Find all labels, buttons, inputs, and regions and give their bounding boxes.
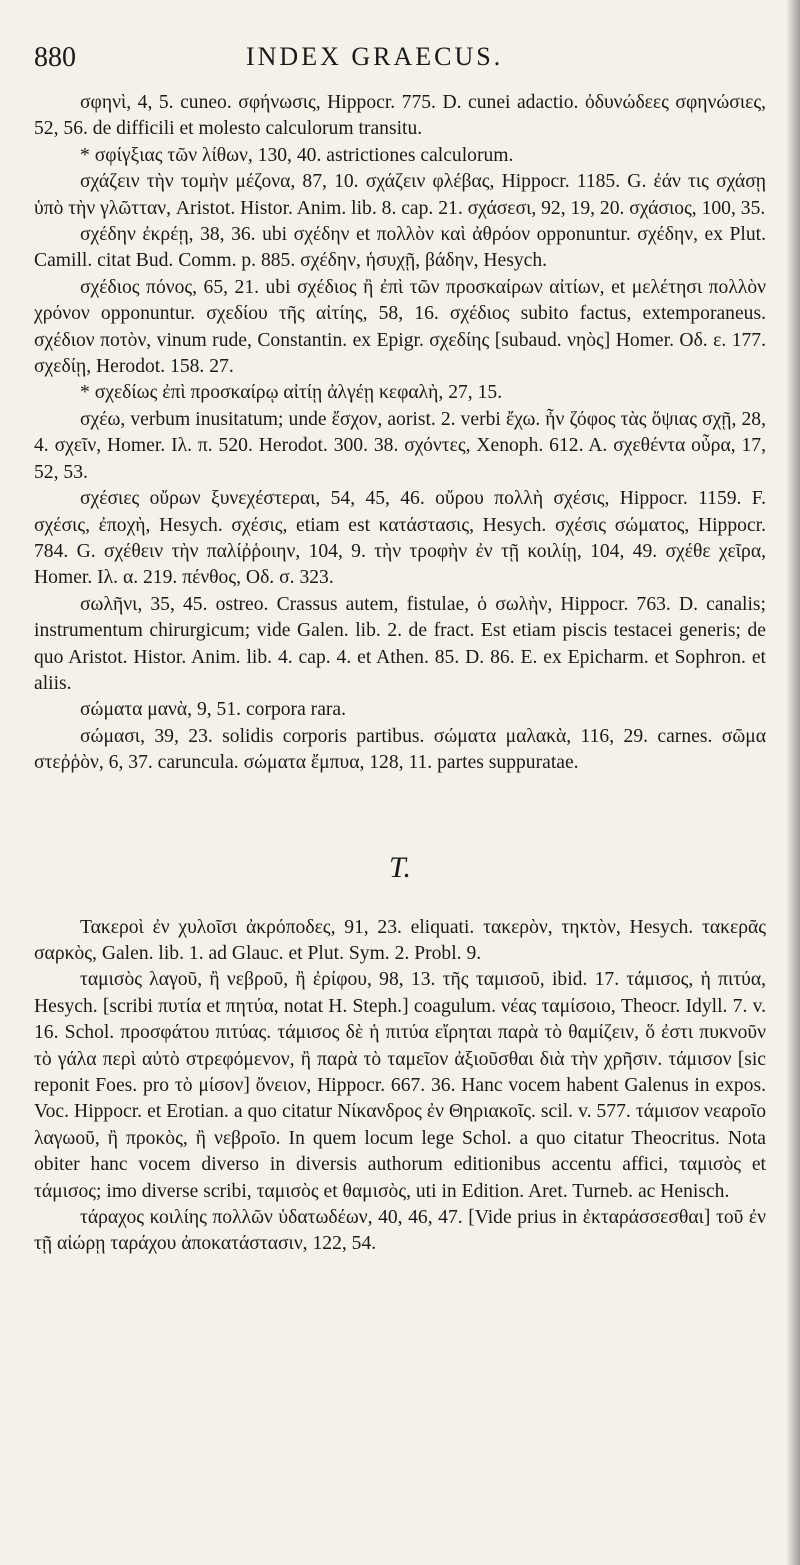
index-entry: Τακεροὶ ἐν χυλοῖσι ἀκρόποδες, 91, 23. eliquati. τακερὸν, τηκτὸν, Hesych. τακερᾶς σαρκὸς, Galen. lib. 1. ad Glauc. et Plut. Sym. 2. Probl. 9. [34,916,766,964]
index-entry: * σχεδίως ἐπὶ προσκαίρῳ αἰτίῃ ἀλγέῃ κεφαλὴ, 27, 15. [80,382,503,404]
index-entries-sigma [34,90,766,777]
index-entry: σχέδιος πόνος, 65, 21. ubi σχέδιος ἢ ἐπὶ τῶν προσκαίρων αἰτίων, et μελέτησι πολλὸν χρόνον opponuntur. σχεδίου τῆς αἰτίης, 58, 16. σχέδιος subito factus, extemporaneus. σχέδιον ποτὸν, vinum rude, Constantin. ex Epigr. σχεδίης [subaud. νηὸς] Homer. Οδ. ε. 177. σχεδίῃ, Herodot. 158. 27. [34,276,766,378]
index-entry: σχέω, verbum inusitatum; unde ἔσχον, aorist. 2. verbi ἔχω. ἦν ζόφος τὰς ὄψιας σχῇ, 28, 4. σχεῖν, Homer. Ιλ. π. 520. Herodot. 300. 38. σχόντες, Xenoph. 612. A. σχεθέντα οὖρα, 17, 52, 53. [34,408,766,483]
index-entry: σώματα μανὰ, 9, 51. corpora rara. [80,699,347,721]
index-entry: σωλῆνι, 35, 45. ostreo. Crassus autem, fistulae, ὁ σωλὴν, Hippocr. 763. D. canalis; instrumentum chirurgicum; vide Galen. lib. 2. de fract. Est etiam piscis testacei generis; de quo Aristot. Histor. Anim. lib. 4. cap. 4. et Athen. 85. D. 86. E. ex Epicharm. et Sophron. et aliis. [34,593,766,694]
index-entry: σφηνὶ, 4, 5. cuneo. σφήνωσις, Hippocr. 775. D. cunei adactio. ὀδυνώδεες σφηνώσιες, 52, 56. de difficili et molesto calculorum transitu. [34,92,766,140]
index-entry: τάραχος κοιλίης πολλῶν ὑδατωδέων, 40, 46, 47. [Vide prius in ἐκταράσσεσθαι] τοῦ ἐν τῇ αἰώρῃ ταράχου ἀποκατάστασιν, 122, 54. [34,1207,766,1255]
page-header [34,0,766,90]
index-entry: σχάζειν τὴν τομὴν μέζονα, 87, 10. σχάζειν φλέβας, Hippocr. 1185. G. ἐάν τις σχάσῃ ὑπὸ τὴν γλῶτταν, Aristot. Histor. Anim. lib. 8. cap. 21. σχάσεσι, 92, 19, 20. σχάσιος, 100, 35. [34,171,766,219]
index-entry: σχέσιες οὔρων ξυνεχέστεραι, 54, 45, 46. οὔρου πολλὴ σχέσις, Hippocr. 1159. F. σχέσις, ἐποχὴ, Hesych. σχέσις, etiam est κατάστασις, Hesych. σχέσις σώματος, Hippocr. 784. G. σχέθειν τὴν παλίῤῥοιην, 104, 9. τὴν τροφὴν ἐν τῇ κοιλίῃ, 104, 49. σχέθε χεῖρα, Homer. Ιλ. α. 219. πένθος, Οδ. σ. 323. [34,488,766,589]
page-edge-shadow [786,0,800,1565]
index-entry: * σφίγξιας τῶν λίθων, 130, 40. astrictiones calculorum. [80,144,514,166]
index-entries-tau [34,915,766,1258]
running-title: INDEX GRAECUS. [246,42,504,71]
index-entry: ταμισὸς λαγοῦ, ἢ νεβροῦ, ἢ ἐρίφου, 98, 13. τῆς ταμισοῦ, ibid. 17. τάμισος, ἡ πιτύα, Hesych. [scribi πυτία et πητύα, notat H. Steph.] coagulum. νέας ταμίσοιο, Theocr. Idyll. 7. v. 16. Schol. προσφάτου πιτύας. τάμισος δὲ ἡ πιτύα εἴρηται παρὰ τὸ θαμίζειν, ὅ ἐστι πυκνοῦν τὸ γάλα περὶ αὐτὸ στρεφόμενον, ἢ παρὰ τὸ ταμεῖον ἀξιοῦσθαι διὰ τὴν χρῆσιν. τάμισον [sic reponit Foes. pro τὸ μίσον] ὄνειον, Hippocr. 667. 36. Hanc vocem habent Galenus in expos. Voc. Hippocr. et Erotian. a quo citatur Νίκανδρος ἐν Θηριακοῖς. scil. v. 577. τάμισον νεαροῖο λαγωοῦ, ἢ προκὸς, ἢ νεβροῖο. In quem locum lege Schol. a quo citatur Theocritus. Nota obiter hanc vocem diverso in diversis authorum editionibus accentu affici, ταμισὸς et τάμισος; imo diverse scribi, ταμισὸς et θαμισὸς, uti in Edition. Aret. Turneb. ac Henisch. [34,969,766,1202]
index-entry: σχέδην ἐκρέῃ, 38, 36. ubi σχέδην et πολλὸν καὶ ἀθρόον opponuntur. σχέδην, ex Plut. Camill. citat Bud. Comm. p. 885. σχέδην, ἡσυχῇ, βάδην, Hesych. [34,224,766,272]
section-letter: T. [389,850,411,884]
index-entry: σώμασι, 39, 23. solidis corporis partibus. σώματα μαλακὰ, 116, 29. carnes. σῶμα στεῤῥὸν, 6, 37. caruncula. σώματα ἔμπυα, 128, 11. partes suppuratae. [34,725,766,774]
page-number: 880 [34,42,76,73]
